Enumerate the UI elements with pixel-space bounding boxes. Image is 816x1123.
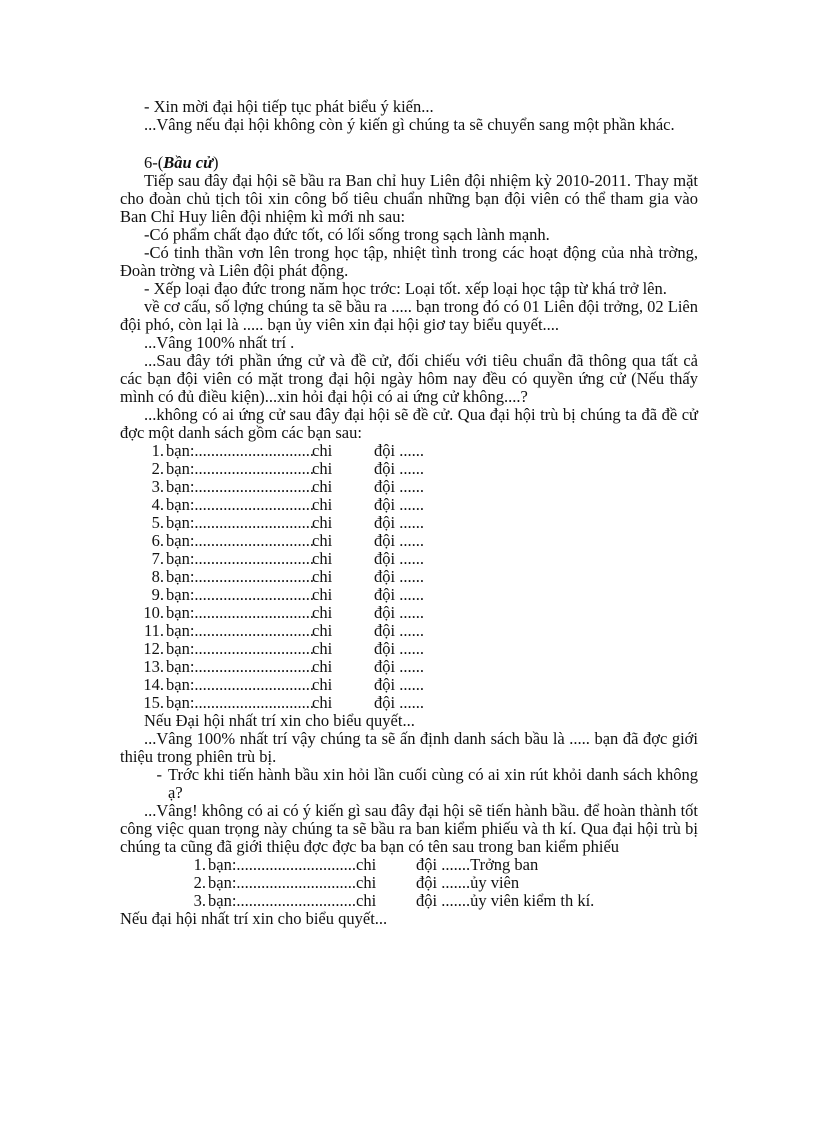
section-heading [120,154,698,172]
paragraph: -Có phẩm chất đạo đức tốt, có lối sống trong sạch lành mạnh. [144,225,550,244]
paragraph: ...Vâng 100% nhất trí vậy chúng ta sẽ ấn định danh sách bầu là ..... bạn đã đợc giới thiệu trong phiên trù bị. [120,729,698,766]
list-item: 13. bạn:............................. chi đội ...... [143,657,424,676]
dash-bullet: - [156,765,162,784]
section-number: 6-( [144,153,164,172]
list-item: 8. bạn:............................. chi đội ...... [151,567,424,586]
list-item: 3. bạn:............................. chi đội .......ủy viên kiểm th kí. [193,891,595,910]
list-item: 14. bạn:............................. chi đội ...... [143,675,424,694]
paragraph: ...Sau đây tới phần ứng cử và đề cử, đối chiếu với tiêu chuẩn đã thông qua tất cả các bạn đội viên có mặt trong đại hội ngày hôm nay đều có quyền ứng cử (Nếu thấy mình có đủ điều kiện)...xin hỏi đại hội có ai ứng cử không....? [120,351,698,406]
dash-paragraph [120,766,698,802]
paragraph: ...Vâng! không có ai có ý kiến gì sau đây đại hội sẽ tiến hành bầu. để hoàn thành tốt công việc quan trọng này chúng ta sẽ bầu ra ban kiểm phiếu và th kí. Qua đại hội trù bị chúng ta cũng đã giới thiệu đợc đợc ba bạn có tên sau trong ban kiểm phiếu [120,801,698,856]
list-item: 2. bạn:............................. chi đội ...... [151,459,424,478]
section-close: ) [213,153,219,172]
list-item: 10. bạn:............................. chi đội ...... [143,603,424,622]
list-item: 5. bạn:............................. chi đội ...... [151,513,424,532]
paragraph: -Có tinh thần vơn lên trong học tập, nhiệt tình trong các hoạt động của nhà trờng, Đoàn trờng và Liên đội phát động. [120,243,698,280]
list-item: 1. bạn:............................. chi đội .......Trởng ban [193,855,539,874]
list-item: 11. bạn:............................. chi đội ...... [143,621,424,640]
paragraph: - Xin mời đại hội tiếp tục phát biểu ý kiến... [144,97,434,116]
paragraph: về cơ cấu, số lợng chúng ta sẽ bầu ra ..... bạn trong đó có 01 Liên đội trởng, 02 Liên đội phó, còn lại là ..... bạn ủy viên xin đại hội giơ tay biểu quyết.... [120,297,698,334]
candidate-list [120,442,698,712]
list-item: 6. bạn:............................. chi đội ...... [151,531,424,550]
paragraph: ...Vâng 100% nhất trí . [144,333,295,352]
list-item: 1. bạn:............................. chi đội ...... [151,441,424,460]
paragraph: - Xếp loại đạo đức trong năm học trớc: Loại tốt. xếp loại học tập từ khá trở lên. [144,279,667,298]
list-item: 3. bạn:............................. chi đội ...... [151,477,424,496]
section-title: Bầu cử [163,153,214,172]
paragraph: ...không có ai ứng cử sau đây đại hội sẽ đề cử. Qua đại hội trù bị chúng ta đã đề cử đợc một danh sách gồm các bạn sau: [120,405,698,442]
paragraph: Nếu đại hội nhất trí xin cho biểu quyết... [120,909,388,928]
paragraph: ...Vâng nếu đại hội không còn ý kiến gì chúng ta sẽ chuyển sang một phần khác. [144,115,675,134]
list-item: 2. bạn:............................. chi đội .......ủy viên [193,873,520,892]
list-item: 12. bạn:............................. chi đội ...... [143,639,424,658]
list-item: 4. bạn:............................. chi đội ...... [151,495,424,514]
paragraph: Trớc khi tiến hành bầu xin hỏi lần cuối cùng có ai xin rút khỏi danh sách không ạ? [168,765,698,802]
counting-committee-list [120,856,698,910]
list-item: 9. bạn:............................. chi đội ...... [151,585,424,604]
paragraph: Tiếp sau đây đại hội sẽ bầu ra Ban chỉ huy Liên đội nhiệm kỳ 2010-2011. Thay mặt cho đoàn chủ tịch tôi xin công bố tiêu chuẩn những bạn đội viên có thể tham gia vào Ban Chỉ Huy liên đội nhiệm kì mới nh sau: [120,171,698,226]
list-item: 7. bạn:............................. chi đội ...... [151,549,424,568]
document-body [120,98,698,928]
paragraph: Nếu Đại hội nhất trí xin cho biểu quyết... [144,711,415,730]
list-item: 15. bạn:............................. chi đội ...... [143,693,424,712]
